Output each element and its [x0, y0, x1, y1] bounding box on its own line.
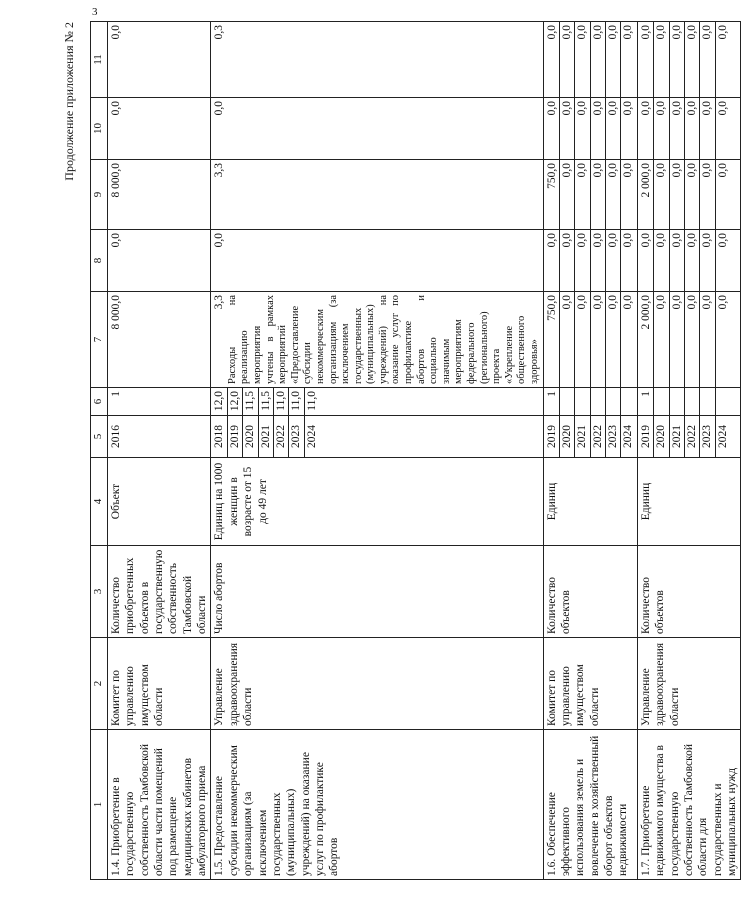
funding-regional-cell-value: 0,0: [590, 160, 605, 229]
col-header: 9: [91, 160, 108, 230]
funding-total-cell: [637, 292, 741, 388]
page-number: 3: [92, 6, 98, 18]
funding-federal-cell-value: 0,0: [213, 233, 226, 248]
col-header: 3: [91, 546, 108, 638]
funding-other-cell: [637, 22, 741, 98]
funding-total-cell-value: 8 000,0: [109, 295, 122, 330]
funding-other-cell-value: 0,0: [669, 22, 684, 97]
funding-federal-cell: [211, 230, 543, 292]
funding-other-cell-value: 0,0: [590, 22, 605, 97]
year-cell-value: 2022: [273, 416, 288, 457]
table-row: [543, 22, 637, 880]
funding-regional-cell-value: 0,0: [715, 160, 730, 229]
funding-regional-cell-value: 0,0: [559, 160, 574, 229]
funding-local-cell-value: 0,0: [590, 98, 605, 159]
measure-cell: 1.5. Предоставление субсидии некоммерческим организациям (за исключением государственных (муниципальных) учреждений) на оказание услуг по профилактике абортов: [211, 730, 543, 880]
funding-regional-cell: [211, 160, 543, 230]
continuation-label: Продолжение приложения № 2: [62, 22, 76, 181]
table-row: [637, 22, 741, 880]
funding-regional-cell-value: 8 000,0: [109, 163, 122, 198]
col-header: 10: [91, 98, 108, 160]
year-cell-value: 2019: [639, 425, 652, 448]
funding-federal-cell-value: 0,0: [715, 230, 730, 291]
funding-total-cell-value: 0,0: [684, 292, 699, 387]
funding-total-cell-value: 0,0: [669, 292, 684, 387]
funding-total-cell-value: 2 000,0: [639, 295, 652, 330]
funding-regional-cell: [107, 160, 211, 230]
indicator-cell: Количество объектов: [637, 546, 741, 638]
funding-total-cell-value: 0,0: [590, 292, 605, 387]
year-cell: [543, 416, 637, 458]
target-cell-value: 11,0: [304, 388, 319, 415]
target-cell: [107, 388, 211, 416]
col-header: 5: [91, 416, 108, 458]
funding-federal-cell-value: 0,0: [620, 230, 635, 291]
responsible-cell: Комитет по управлению имуществом области: [107, 638, 211, 730]
year-cell-value: 2021: [258, 416, 273, 457]
funding-regional-cell-value: 0,0: [653, 160, 668, 229]
year-cell-value: 2020: [242, 416, 257, 457]
funding-local-cell: [211, 98, 543, 160]
funding-total-cell: [107, 292, 211, 388]
year-cell-value: 2022: [590, 416, 605, 457]
funding-local-cell-value: 0,0: [699, 98, 714, 159]
year-cell-value: 2019: [545, 425, 558, 448]
col-header: 7: [91, 292, 108, 388]
funding-federal-cell-value: 0,0: [545, 233, 558, 248]
funding-regional-cell-value: 0,0: [605, 160, 620, 229]
funding-total-cell-value: 0,0: [559, 292, 574, 387]
year-cell-value: 2024: [715, 416, 730, 457]
funding-local-cell-value: 0,0: [109, 101, 122, 116]
year-cell: [211, 416, 543, 458]
col-header: 2: [91, 638, 108, 730]
funding-local-cell: [637, 98, 741, 160]
year-cell-value: 2020: [559, 416, 574, 457]
year-cell-value: 2024: [620, 416, 635, 457]
indicator-cell: Количество объектов: [543, 546, 637, 638]
funding-local-cell-value: 0,0: [669, 98, 684, 159]
unit-cell: Единиц: [637, 458, 741, 546]
funding-other-cell-value: 0,0: [715, 22, 730, 97]
target-cell-value: 12,0: [213, 391, 226, 412]
year-cell-value: 2016: [109, 425, 122, 448]
measure-cell: 1.7. Приобретение недвижимого имущества в государственную собственность Тамбовской области для государственных и муниципальных нужд: [637, 730, 741, 880]
funding-local-cell-value: 0,0: [559, 98, 574, 159]
funding-federal-cell: [637, 230, 741, 292]
target-cell-value: 1: [109, 391, 122, 397]
target-cell-value: [620, 388, 635, 415]
target-cell-value: [559, 388, 574, 415]
funding-local-cell-value: 0,0: [684, 98, 699, 159]
funding-other-cell-value: 0,0: [653, 22, 668, 97]
unit-cell: Единиц: [543, 458, 637, 546]
responsible-cell: Управление здравоохранения области: [211, 638, 543, 730]
funding-regional-cell-value: 0,0: [620, 160, 635, 229]
responsible-cell: Комитет по управлению имуществом области: [543, 638, 637, 730]
year-cell-value: 2023: [699, 416, 714, 457]
target-cell-value: 11,5: [258, 388, 273, 415]
header-row: [91, 22, 108, 880]
funding-federal-cell-value: 0,0: [559, 230, 574, 291]
funding-regional-cell-value: 0,0: [684, 160, 699, 229]
target-cell-value: 11,0: [288, 388, 303, 415]
funding-total-cell-value: 0,0: [574, 292, 589, 387]
unit-cell: Единиц на 1000 женщин в возрасте от 15 до 49 лет: [211, 458, 543, 546]
target-cell-value: 1: [639, 391, 652, 397]
funding-total-cell: [211, 292, 543, 388]
funding-local-cell-value: 0,0: [545, 101, 558, 116]
funding-local-cell: [543, 98, 637, 160]
funding-local-cell-value: 0,0: [574, 98, 589, 159]
col-header: 11: [91, 22, 108, 98]
funding-other-cell-value: 0,0: [699, 22, 714, 97]
target-cell-value: 12,0: [227, 388, 242, 415]
year-cell: [107, 416, 211, 458]
funding-regional-cell-value: 0,0: [574, 160, 589, 229]
funding-other-cell-value: 0,0: [545, 25, 558, 40]
funding-federal-cell-value: 0,0: [590, 230, 605, 291]
funding-federal-cell-value: 0,0: [684, 230, 699, 291]
col-header: 8: [91, 230, 108, 292]
funding-other-cell-value: 0,0: [605, 22, 620, 97]
funding-other-cell-value: 0,0: [639, 25, 652, 40]
year-cell-value: 2022: [684, 416, 699, 457]
funding-other-cell-value: 0,0: [109, 25, 122, 40]
funding-regional-cell-value: 2 000,0: [639, 163, 652, 198]
year-cell-value: 2024: [304, 416, 319, 457]
year-cell-value: 2020: [653, 416, 668, 457]
funding-local-cell-value: 0,0: [715, 98, 730, 159]
year-cell: [637, 416, 741, 458]
funding-federal-cell-value: 0,0: [605, 230, 620, 291]
funding-federal-cell-value: 0,0: [699, 230, 714, 291]
funding-total-value: 3,3: [213, 295, 226, 310]
target-cell-value: [699, 388, 714, 415]
target-cell: [637, 388, 741, 416]
funding-federal-cell: [543, 230, 637, 292]
funding-other-cell: [107, 22, 211, 98]
funding-total-cell-value: 0,0: [715, 292, 730, 387]
responsible-cell: Управление здравоохранения области: [637, 638, 741, 730]
funding-other-cell: [211, 22, 543, 98]
target-cell: [543, 388, 637, 416]
target-cell-value: [684, 388, 699, 415]
unit-cell: Объект: [107, 458, 211, 546]
funding-regional-cell-value: 750,0: [545, 163, 558, 189]
funding-total-cell-value: 0,0: [653, 292, 668, 387]
funding-other-cell: [543, 22, 637, 98]
funding-total-cell-value: 0,0: [620, 292, 635, 387]
funding-other-cell-value: 0,0: [684, 22, 699, 97]
target-cell: [211, 388, 543, 416]
target-cell-value: [605, 388, 620, 415]
funding-other-cell-value: 0,0: [574, 22, 589, 97]
measure-cell: 1.4. Приобретение в государственную собственность Тамбовской области части помещений под размещение медицинских кабинетов амбулаторного приема: [107, 730, 211, 880]
measure-cell: 1.6. Обеспечение эффективного использования земель и вовлечение в хозяйственный оборот объектов недвижимости: [543, 730, 637, 880]
funding-total-cell-value: 750,0: [545, 295, 558, 321]
col-header: 1: [91, 730, 108, 880]
funding-federal-cell: [107, 230, 211, 292]
target-cell-value: 11,0: [273, 388, 288, 415]
year-cell-value: 2021: [574, 416, 589, 457]
funding-local-cell-value: 0,0: [620, 98, 635, 159]
year-cell-value: 2023: [288, 416, 303, 457]
funding-total-cell: [543, 292, 637, 388]
target-cell-value: 11,5: [242, 388, 257, 415]
funding-regional-cell-value: 0,0: [669, 160, 684, 229]
funding-federal-cell-value: 0,0: [669, 230, 684, 291]
target-cell-value: [574, 388, 589, 415]
year-cell-value: 2018: [213, 425, 226, 448]
funding-local-cell-value: 0,0: [605, 98, 620, 159]
program-table: [90, 21, 741, 880]
funding-local-cell-value: 0,0: [653, 98, 668, 159]
funding-federal-cell-value: 0,0: [653, 230, 668, 291]
table-row: [211, 22, 543, 880]
funding-federal-cell-value: 0,0: [639, 233, 652, 248]
year-cell-value: 2021: [669, 416, 684, 457]
funding-local-cell-value: 0,0: [213, 101, 226, 116]
funding-other-cell-value: 0,0: [620, 22, 635, 97]
table-row: [107, 22, 211, 880]
funding-regional-cell-value: 3,3: [213, 163, 226, 178]
target-cell-value: 1: [545, 391, 558, 397]
funding-other-cell-value: 0,3: [213, 25, 226, 40]
funding-regional-cell: [543, 160, 637, 230]
funding-regional-cell-value: 0,0: [699, 160, 714, 229]
funding-total-cell-value: 0,0: [605, 292, 620, 387]
funding-local-cell-value: 0,0: [639, 101, 652, 116]
funding-total-cell-value: 0,0: [699, 292, 714, 387]
target-cell-value: [653, 388, 668, 415]
funding-local-cell: [107, 98, 211, 160]
indicator-cell: Количество приобретенных объектов в государственную собственность Тамбовской области: [107, 546, 211, 638]
funding-note: Расходы на реализацию мероприятия учтены в рамках мероприятий «Предоставление субсидии некоммерческим организациям (за исключением государственных (муниципальных) учреждений) на оказание услуг по профилактике абортов и социально значимым мероприятиям федерального (регионального) проекта «Укрепление общественного здоровья»: [226, 295, 540, 384]
rotated-table-area: [62, 22, 739, 880]
target-cell-value: [715, 388, 730, 415]
funding-other-cell-value: 0,0: [559, 22, 574, 97]
funding-federal-cell-value: 0,0: [574, 230, 589, 291]
year-cell-value: 2019: [227, 416, 242, 457]
col-header: 4: [91, 458, 108, 546]
year-cell-value: 2023: [605, 416, 620, 457]
funding-regional-cell: [637, 160, 741, 230]
target-cell-value: [590, 388, 605, 415]
indicator-cell: Число абортов: [211, 546, 543, 638]
funding-federal-cell-value: 0,0: [109, 233, 122, 248]
col-header: 6: [91, 388, 108, 416]
target-cell-value: [669, 388, 684, 415]
